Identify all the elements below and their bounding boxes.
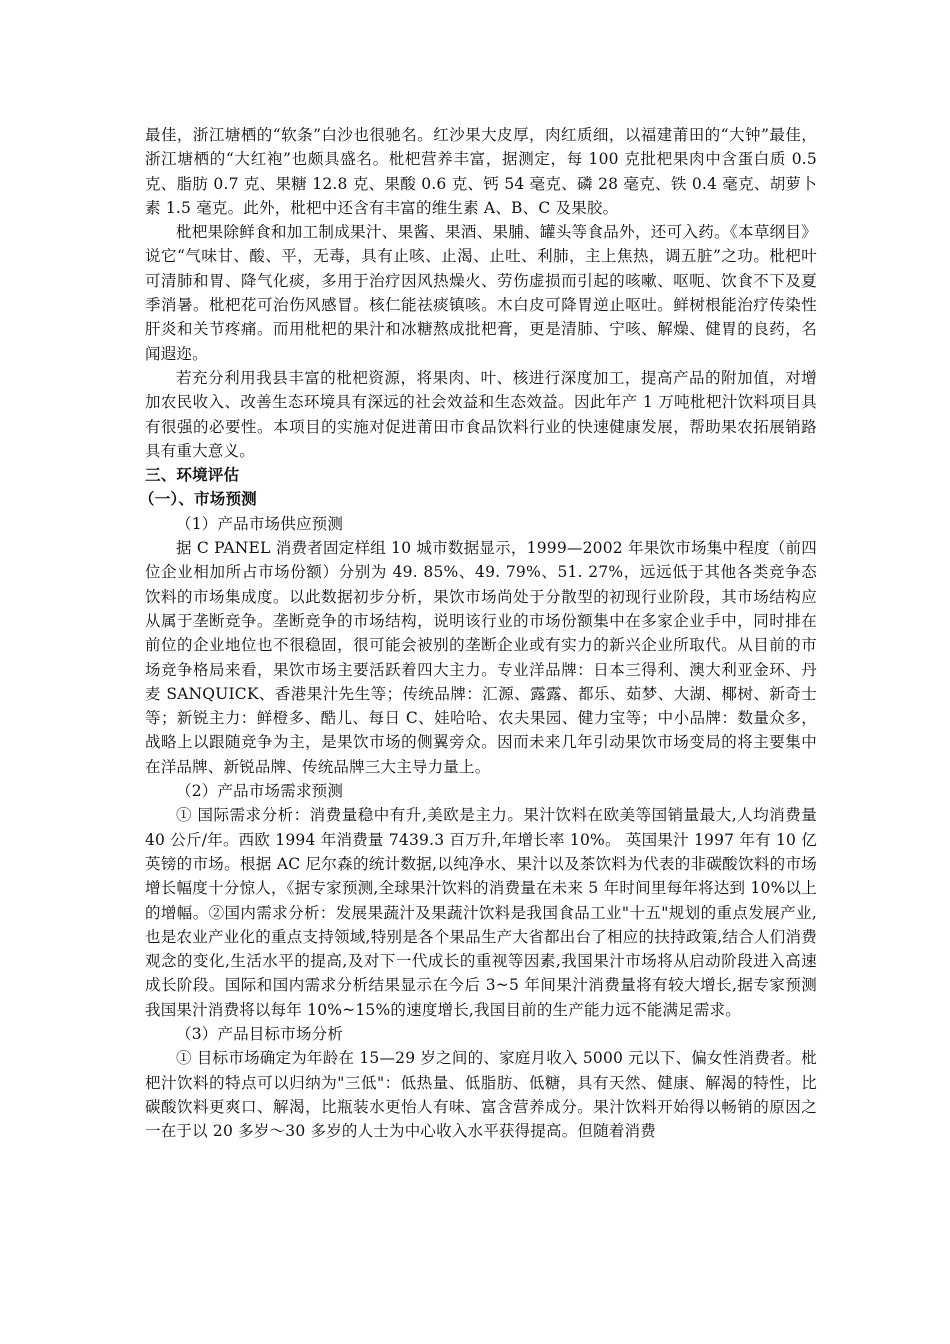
paragraph-project-necessity: 若充分利用我县丰富的枇杷资源，将果肉、叶、核进行深度加工，提高产品的附加值，对增加农民收入、改善生态环境具有深远的社会效益和生态效益。因此年产 1 万吨枇杷汁饮料项目具有很强的必要性。本项目的实施对促进莆田市食品饮料行业的快速健康发展，帮助果农拓展销路具有重大意义。	[145, 368, 817, 460]
section-heading-environment: 三、环境评估	[145, 465, 240, 485]
paragraph-target-market: ① 目标市场确定为年龄在 15—29 岁之间的、家庭月收入 5000 元以下、偏女性消费者。枇杷汁饮料的特点可以归纳为"三低"：低热量、低脂肪、低糖，具有天然、健康、解渴的特性，比碳酸饮料更爽口、解渴，比瓶装水更怡人有味、富含营养成分。果汁饮料开始得以畅销的原因之一在于以 20 多岁～30 多岁的人士为中心收入水平获得提高。但随着消费	[145, 1049, 817, 1141]
paragraph-medicinal-use: 枇杷果除鲜食和加工制成果汁、果酱、果酒、果脯、罐头等食品外，还可入药。《本草纲目》说它“气味甘、酸、平，无毒，具有止咳、止渴、止吐、利肺，主上焦热，调五脏”之功。枇杷叶可清肺和胃、降气化痰，多用于治疗因风热燥火、劳伤虚损而引起的咳嗽、呕呃、饮食不下及夏季消暑。枇杷花可治伤风感冒。核仁能祛痰镇咳。木白皮可降胃逆止呕吐。鲜树根能治疗传染性肝炎和关节疼痛。而用枇杷的果汁和冰糖熬成批杷膏，更是清肺、宁咳、解燥、健胃的良药，名闻遐迩。	[145, 223, 817, 363]
paragraph-loquat-varieties: 最佳，浙江塘栖的“软条”白沙也很驰名。红沙果大皮厚，肉红质细，以福建莆田的“大钟”最佳，浙江塘栖的“大红袍”也颇具盛名。枇杷营养丰富，据测定，每 100 克批杷果肉中含蛋白质 0.5 克、脂肪 0.7 克、果糖 12.8 克、果酸 0.6 克、钙 54 毫克、磷 28 毫克、铁 0.4 毫克、胡萝卜素 1.5 毫克。此外，枇杷中还含有丰富的维生素 A、B、C 及果胶。	[145, 126, 817, 217]
paragraph-demand-analysis: ① 国际需求分析：消费量稳中有升,美欧是主力。果汁饮料在欧美等国销量最大,人均消费量 40 公斤/年。西欧 1994 年消费量 7439.3 百万升,年增长率 10%。 英国果汁 1997 年有 10 亿英镑的市场。根据 AC 尼尔森的统计数据,以纯净水、果汁以及茶饮料为代表的非碳酸饮料的市场增长幅度十分惊人，《据专家预测,全球果汁饮料的消费量在未来 5 年时间里每年将达到 10%以上的增幅。②国内需求分析：发展果蔬汁及果蔬汁饮料是我国食品工业"十五"规划的重点发展产业,也是农业产业化的重点支持领域,特别是各个果品生产大省都出台了相应的扶持政策,结合人们消费观念的变化,生活水平的提高,及对下一代成长的重视等因素,我国果汁市场将从启动阶段进入高速成长阶段。国际和国内需求分析结果显示在今后 3~5 年间果汁消费量将有较大增长,据专家预测我国果汁消费将以每年 10%~15%的速度增长,我国目前的生产能力远不能满足需求。	[145, 806, 817, 1019]
document-body	[139, 123, 817, 1143]
paragraph-supply-analysis: 据 C PANEL 消费者固定样组 10 城市数据显示，1999—2002 年果饮市场集中程度（前四位企业相加所占市场份额）分别为 49. 85%、49. 79%、51. 27%，远远低于其他各类竞争态饮料的市场集成度。以此数据初步分析，果饮市场尚处于分散型的初现行业阶段，其市场结构应从属于垄断竞争。垄断竞争的市场结构，说明该行业的市场份额集中在多家企业手中，同时排在前位的企业地位也不很稳固，很可能会被别的垄断企业或有实力的新兴企业所取代。从目前的市场竞争格局来看，果饮市场主要活跃着四大主力。专业洋品牌：日本三得利、澳大利亚金环、丹麦 SANQUICK、香港果汁先生等；传统品牌：汇源、露露、都乐、茹梦、大湖、椰树、新奇士等；新锐主力：鲜橙多、酷儿、每日 C、娃哈哈、农夫果园、健力宝等；中小品牌：数量众多，战略上以跟随竞争为主，是果饮市场的侧翼旁众。因而未来几年引动果饮市场变局的将主要集中在洋品牌、新锐品牌、传统品牌三大主导力量上。	[145, 539, 817, 776]
subheading-target-market: （3）产品目标市场分析	[176, 1024, 344, 1043]
subheading-demand-forecast: （2）产品市场需求预测	[176, 782, 344, 801]
subheading-supply-forecast: （1）产品市场供应预测	[176, 514, 344, 533]
subsection-heading-market-forecast: （一）、市场预测	[139, 489, 257, 509]
